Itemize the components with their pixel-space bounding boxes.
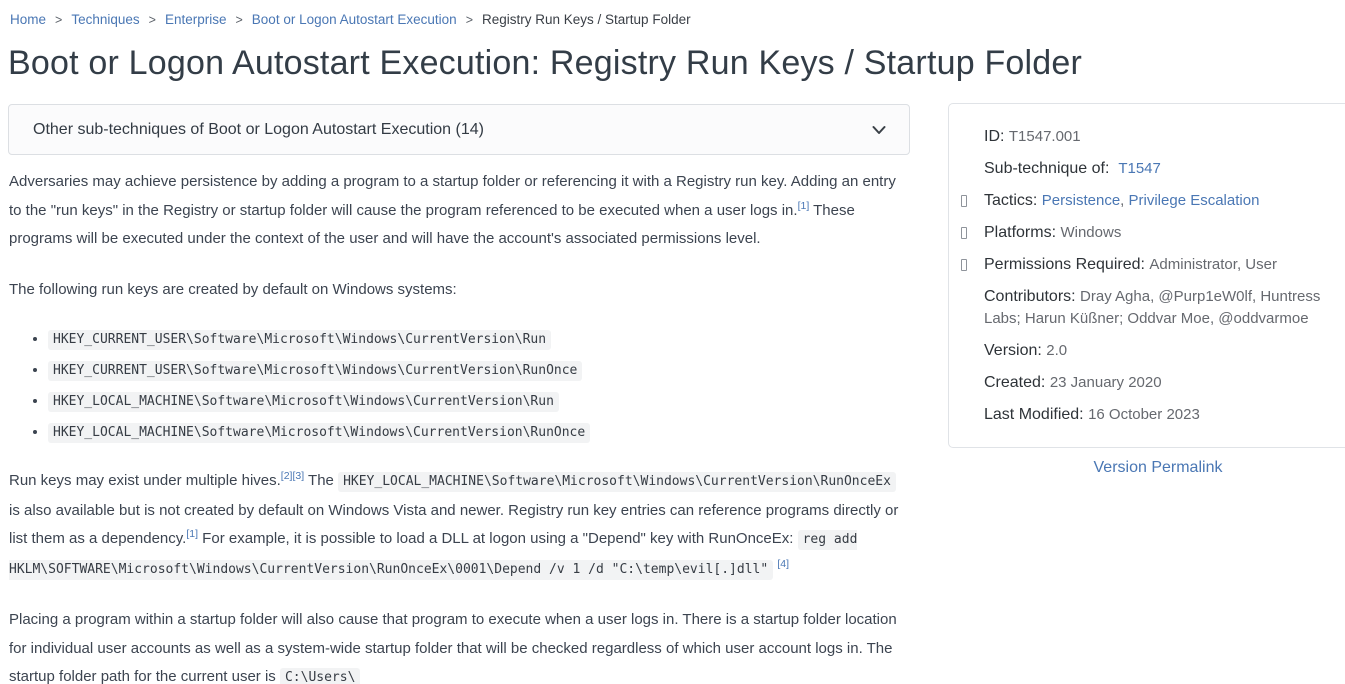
card-row-label: ID:	[984, 128, 1009, 145]
card-row-value: T1547.001	[1008, 128, 1081, 145]
citation-link[interactable]: [4]	[777, 557, 790, 570]
version-permalink-link[interactable]: Version Permalink	[1093, 459, 1223, 476]
run-key-item	[48, 390, 910, 412]
inline-code: HKEY_CURRENT_USER\Software\Microsoft\Windows\CurrentVersion\RunOnce	[48, 361, 582, 381]
breadcrumb	[0, 0, 1345, 27]
inline-link[interactable]: Persistence	[1041, 192, 1121, 209]
card-row-label: Contributors:	[984, 288, 1081, 305]
citation-marker	[777, 558, 789, 570]
card-row	[984, 286, 1345, 330]
card-row-value: Windows	[1060, 224, 1122, 241]
inline-code: reg add HKLM\SOFTWARE\Microsoft\Windows\CurrentVersion\RunOnceEx\0001\Depend /v 1 /d "C:\temp\evil[.]dll"	[9, 530, 857, 580]
inline-code: HKEY_LOCAL_MACHINE\Software\Microsoft\Windows\CurrentVersion\RunOnceEx	[338, 472, 896, 492]
run-key-item	[48, 359, 910, 381]
card-row-label: Permissions Required:	[984, 256, 1150, 273]
run-key-item	[48, 421, 910, 443]
citation-link[interactable]: [2]	[280, 470, 293, 482]
info-icon	[961, 259, 967, 271]
breadcrumb-separator: >	[55, 13, 63, 27]
breadcrumb-link[interactable]: Enterprise	[164, 12, 227, 27]
citation-marker	[798, 200, 810, 212]
subtechniques-dropdown[interactable]	[8, 104, 910, 155]
card-row-value: Administrator, User	[1149, 256, 1277, 273]
card-row-value: 16 October 2023	[1088, 406, 1200, 423]
inline-link[interactable]: Privilege Escalation	[1128, 192, 1260, 209]
card-row-label: Platforms:	[984, 224, 1061, 241]
card-row-value: Persistence, Privilege Escalation	[1041, 192, 1260, 209]
description-paragraph: Run keys may exist under multiple hives.[2][3] The HKEY_LOCAL_MACHINE\Software\Microsoft\Windows\CurrentVersion\RunOnceEx is also available but is not created by default on Windows Vista and newer. Registry run key entries can reference programs directly or list them as a dependency.[1] For example, it is possible to load a DLL at logon using a "Depend" key with RunOnceEx: reg add HKLM\SOFTWARE\Microsoft\Windows\CurrentVersion\RunOnceEx\0001\Depend /v 1 /d "C:\temp\evil[.]dll" [4]	[9, 467, 910, 584]
citation-link[interactable]: [3]	[292, 470, 305, 482]
breadcrumb-separator: >	[465, 13, 473, 27]
description-paragraph: Adversaries may achieve persistence by adding a program to a startup folder or referencing it with a Registry run key. Adding an entry to the "run keys" in the Registry or startup folder will cause the program referenced to be executed when a user logs in.[1] These programs will be executed under the context of the user and will have the account's associated permissions level.	[9, 173, 896, 247]
card-row	[984, 222, 1345, 244]
page-title: Boot or Logon Autostart Execution: Registry Run Keys / Startup Folder	[8, 44, 1083, 82]
breadcrumb-link[interactable]: Home	[10, 12, 47, 27]
card-row	[984, 404, 1345, 426]
breadcrumb-link[interactable]: Techniques	[71, 12, 140, 27]
inline-code: C:\Users\	[280, 668, 360, 684]
citation-marker	[281, 470, 293, 482]
info-icon	[961, 195, 967, 207]
inline-code: HKEY_LOCAL_MACHINE\Software\Microsoft\Windows\CurrentVersion\Run	[48, 392, 559, 412]
card-row-label: Sub-technique of:	[984, 160, 1119, 177]
description-paragraph: The following run keys are created by default on Windows systems:	[9, 280, 457, 298]
card-row-label: Tactics:	[984, 192, 1042, 209]
technique-info-card	[948, 103, 1345, 448]
breadcrumb-link[interactable]: Boot or Logon Autostart Execution	[251, 12, 457, 27]
breadcrumb-separator: >	[235, 13, 243, 27]
card-row-label: Created:	[984, 374, 1050, 391]
breadcrumb-separator: >	[148, 13, 156, 27]
card-row-value	[1118, 160, 1161, 177]
run-keys-list	[8, 328, 910, 443]
card-row	[984, 372, 1345, 394]
card-row	[984, 126, 1345, 148]
content-column	[8, 104, 910, 684]
citation-link[interactable]: [1]	[186, 528, 199, 540]
chevron-down-icon	[871, 122, 887, 138]
card-row	[984, 254, 1345, 276]
breadcrumb-current: Registry Run Keys / Startup Folder	[482, 12, 691, 27]
subtechniques-dropdown-label: Other sub-techniques of Boot or Logon Autostart Execution (14)	[33, 120, 484, 138]
card-row-value: Dray Agha, @Purp1eW0lf, Huntress Labs; Harun Küßner; Oddvar Moe, @oddvarmoe	[984, 288, 1321, 327]
citation-marker	[292, 470, 304, 482]
info-icon	[961, 227, 967, 239]
citation-marker	[186, 528, 198, 540]
card-row-label: Last Modified:	[984, 406, 1089, 423]
card-row	[984, 340, 1345, 362]
card-row-label: Version:	[984, 342, 1047, 359]
card-row-value: 2.0	[1046, 342, 1068, 359]
description-paragraph: Placing a program within a startup folder will also cause that program to execute when a user logs in. There is a startup folder location for individual user accounts as well as a system-wide startup folder that will be checked regardless of which user account logs in. The startup folder path for the current user is C:\Users\	[9, 606, 910, 684]
inline-link[interactable]: T1547	[1118, 160, 1161, 177]
technique-description	[8, 168, 910, 684]
citation-link[interactable]: [1]	[797, 199, 810, 212]
inline-code: HKEY_LOCAL_MACHINE\Software\Microsoft\Windows\CurrentVersion\RunOnce	[48, 423, 590, 443]
card-row	[984, 190, 1345, 212]
run-key-item	[48, 328, 910, 350]
inline-code: HKEY_CURRENT_USER\Software\Microsoft\Windows\CurrentVersion\Run	[48, 330, 551, 350]
card-row	[984, 158, 1345, 180]
card-row-value: 23 January 2020	[1049, 374, 1162, 391]
permalink-row	[948, 459, 1345, 477]
